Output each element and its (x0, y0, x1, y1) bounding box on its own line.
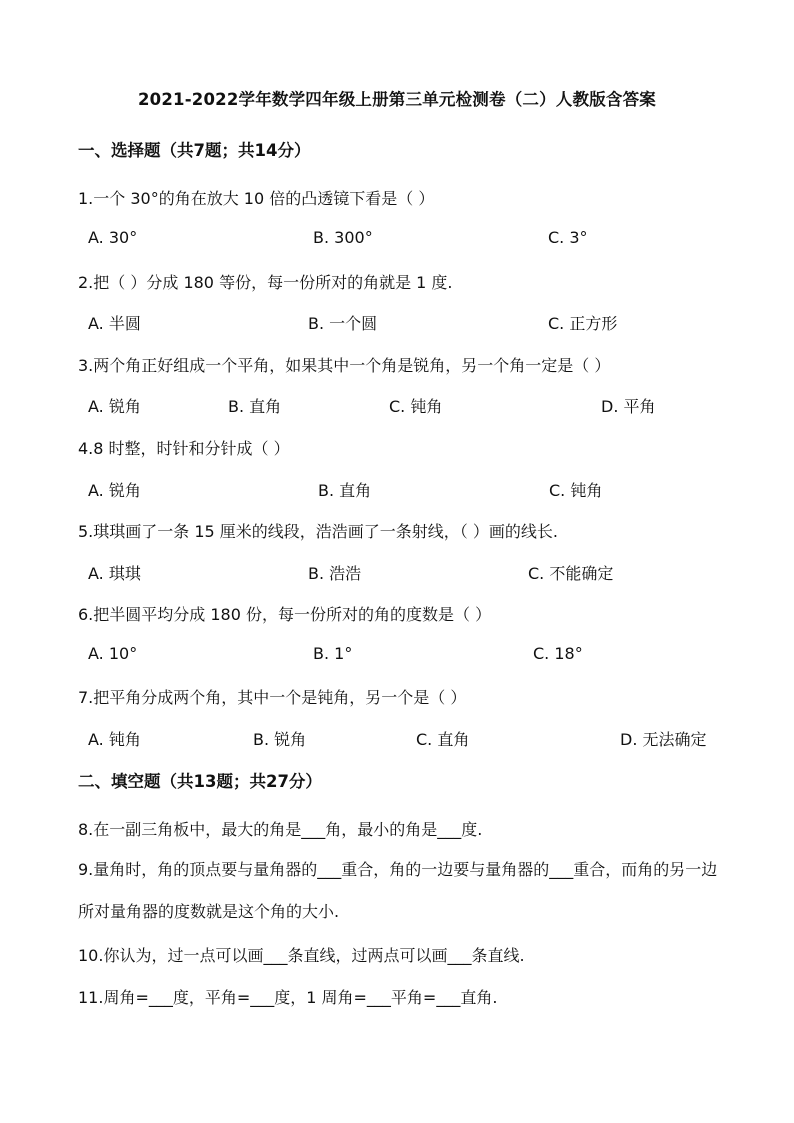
q7-option-b: B. 锐角 (253, 730, 307, 749)
q1-option-b: B. 300° (313, 228, 373, 247)
question-1: 1.一个 30°的角在放大 10 倍的凸透镜下看是（ ） (78, 189, 435, 208)
q7-option-d: D. 无法确定 (620, 730, 707, 749)
q6-option-c: C. 18° (533, 644, 583, 663)
question-3: 3.两个角正好组成一个平角，如果其中一个角是锐角，另一个角一定是（ ） (78, 356, 611, 375)
q1-option-c: C. 3° (548, 228, 588, 247)
q1-option-a: A. 30° (88, 228, 138, 247)
question-7: 7.把平角分成两个角，其中一个是钝角，另一个是（ ） (78, 688, 467, 707)
section-choice-heading: 一、选择题（共7题；共14分） (78, 141, 311, 160)
question-2: 2.把（ ）分成 180 等份，每一份所对的角就是 1 度. (78, 273, 453, 292)
section-fill-heading: 二、填空题（共13题；共27分） (78, 772, 322, 791)
q5-option-a: A. 琪琪 (88, 564, 141, 583)
q3-option-c: C. 钝角 (389, 397, 443, 416)
q2-option-c: C. 正方形 (548, 314, 618, 333)
question-4: 4.8 时整，时针和分针成（ ） (78, 439, 290, 458)
question-9: 9.量角时，角的顶点要与量角器的___重合，角的一边要与量角器的___重合，而角的另一边所对量角器的度数就是这个角的大小. (78, 860, 718, 921)
q7-option-a: A. 钝角 (88, 730, 141, 749)
q4-option-a: A. 锐角 (88, 481, 141, 500)
q7-option-c: C. 直角 (416, 730, 470, 749)
q4-option-c: C. 钝角 (549, 481, 603, 500)
q4-option-b: B. 直角 (318, 481, 372, 500)
question-6: 6.把半圆平均分成 180 份，每一份所对的角的度数是（ ） (78, 605, 492, 624)
q2-option-a: A. 半圆 (88, 314, 141, 333)
q3-option-b: B. 直角 (228, 397, 282, 416)
question-11: 11.周角=___度，平角=___度，1 周角=___平角=___直角. (78, 988, 498, 1007)
q2-option-b: B. 一个圆 (308, 314, 378, 333)
question-8: 8.在一副三角板中，最大的角是___角，最小的角是___度. (78, 820, 483, 839)
q3-option-a: A. 锐角 (88, 397, 141, 416)
page-title: 2021-2022学年数学四年级上册第三单元检测卷（二）人教版含答案 (138, 90, 656, 109)
q5-option-b: B. 浩浩 (308, 564, 362, 583)
question-10: 10.你认为，过一点可以画___条直线，过两点可以画___条直线. (78, 946, 525, 965)
question-5: 5.琪琪画了一条 15 厘米的线段，浩浩画了一条射线，（ ）画的线长. (78, 522, 558, 541)
q6-option-a: A. 10° (88, 644, 138, 663)
q3-option-d: D. 平角 (601, 397, 656, 416)
q6-option-b: B. 1° (313, 644, 353, 663)
q5-option-c: C. 不能确定 (528, 564, 614, 583)
